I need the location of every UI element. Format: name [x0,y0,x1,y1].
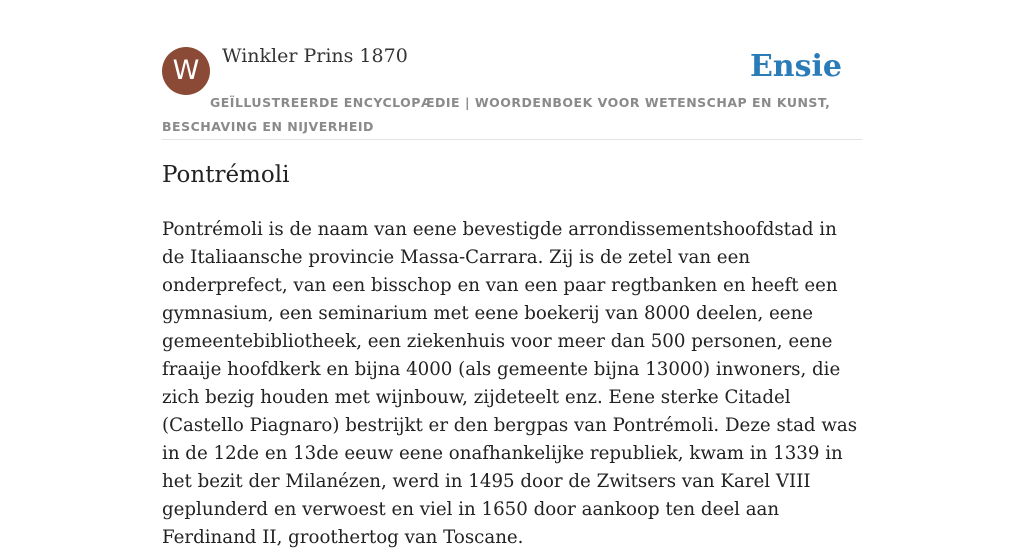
ensie-logo[interactable]: Ensie [749,49,842,84]
header-divider [162,139,862,140]
entry-title: Pontrémoli [162,162,290,188]
source-avatar[interactable]: W [162,47,210,95]
source-title[interactable]: Winkler Prins 1870 [222,45,408,67]
source-subtitle: GEÏLLUSTREERDE ENCYCLOPÆDIE | WOORDENBOEK VOOR WETENSCHAP EN KUNST, BESCHAVING EN NIJVERHEID [162,95,831,134]
entry-body: Pontrémoli is de naam van eene bevestigde arrondissementshoofdstad in de Italiaansche provincie Massa-Carrara. Zij is de zetel van een onderprefect, van een bisschop en van een paar regtbanken en heeft een gymnasium, een seminarium met eene boekerij van 8000 deelen, eene gemeentebibliotheek, een ziekenhuis voor meer dan 500 personen, eene fraaije hoofdkerk en bijna 4000 (als gemeente bijna 13000) inwoners, die zich bezig houden met wijnbouw, zijdeteelt enz. Eene sterke Citadel (Castello Piagnaro) bestrijkt er den bergpas van Pontrémoli. Deze stad was in de 12de en 13de eeuw eene onafhankelijke republiek, kwam in 1339 in het bezit der Milanézen, werd in 1495 door de Zwitsers van Karel VIII geplunderd en verwoest en viel in 1650 door aankoop ten deel aan Ferdinand II, groothertog van Toscane. [162,219,858,548]
